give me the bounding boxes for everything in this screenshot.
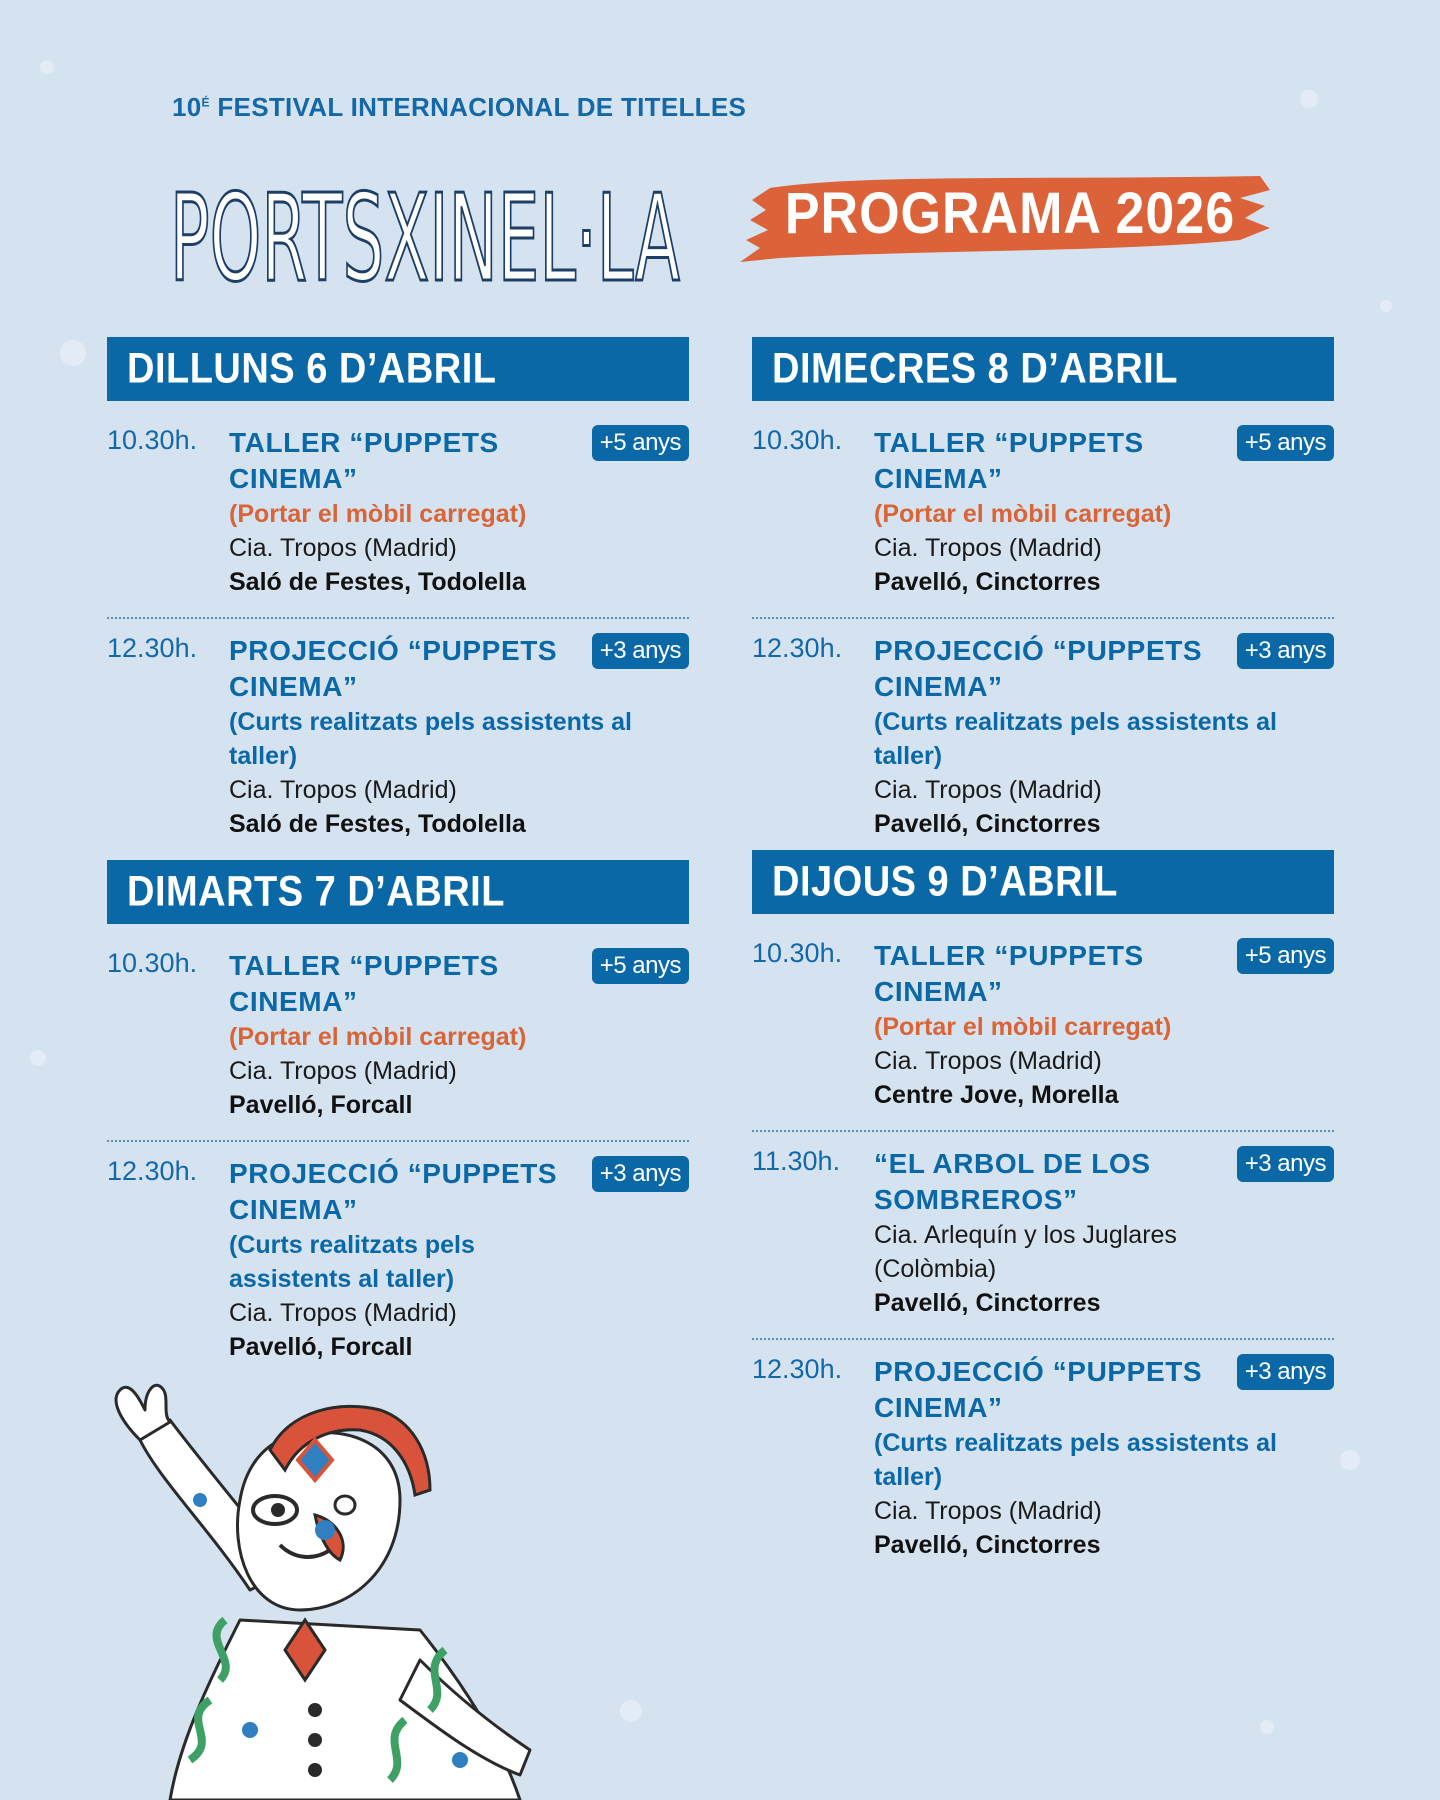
event-title: PROJECCIÓ “PUPPETS CINEMA”: [229, 635, 558, 702]
event-company: Cia. Tropos (Madrid): [229, 1299, 457, 1327]
event-company: Cia. Arlequín y los Juglares (Colòmbia): [874, 1221, 1177, 1283]
event-venue: Pavelló, Forcall: [229, 1091, 413, 1119]
age-badge: +5 anys: [1237, 938, 1334, 974]
day-label: DIMARTS 7 D’ABRIL: [127, 868, 505, 916]
event-title: PROJECCIÓ “PUPPETS CINEMA”: [874, 635, 1203, 702]
event-item: [107, 425, 689, 611]
age-badge: +3 anys: [1237, 633, 1334, 669]
event-venue: Pavelló, Cinctorres: [874, 1289, 1101, 1317]
background-speck: [1260, 1720, 1274, 1734]
event-time: 10.30h.: [107, 425, 198, 455]
event-time: 10.30h.: [752, 938, 843, 968]
age-badge: +3 anys: [592, 633, 689, 669]
event-item: [752, 425, 1334, 611]
festival-name: FESTIVAL INTERNACIONAL DE TITELLES: [217, 92, 747, 122]
day-label: DILLUNS 6 D’ABRIL: [127, 345, 497, 393]
event-note: (Portar el mòbil carregat): [229, 1023, 527, 1051]
background-speck: [1340, 1450, 1360, 1470]
edition-number: 10: [172, 92, 202, 122]
event-company: Cia. Tropos (Madrid): [229, 776, 457, 804]
event-note: (Curts realitzats pels assistents al taller): [229, 708, 632, 770]
background-speck: [60, 340, 86, 366]
age-badge: +3 anys: [1237, 1354, 1334, 1390]
event-note: (Curts realitzats pels assistents al taller): [874, 1429, 1277, 1491]
day-header: [107, 860, 689, 924]
day-header: [752, 337, 1334, 401]
event-venue: Pavelló, Cinctorres: [874, 810, 1101, 838]
event-company: Cia. Tropos (Madrid): [874, 1047, 1102, 1075]
event-company: Cia. Tropos (Madrid): [874, 534, 1102, 562]
day-section: [752, 337, 1334, 853]
event-venue: Saló de Festes, Todolella: [229, 568, 526, 596]
edition-suffix: É: [201, 95, 210, 110]
event-time: 10.30h.: [107, 948, 198, 978]
event-company: Cia. Tropos (Madrid): [874, 776, 1102, 804]
event-venue: Saló de Festes, Todolella: [229, 810, 526, 838]
event-time: 12.30h.: [752, 633, 843, 663]
day-section: [107, 860, 689, 1376]
event-title: TALLER “PUPPETS CINEMA”: [874, 940, 1144, 1007]
event-note: (Curts realitzats pels assistents al taller): [229, 1231, 475, 1293]
age-badge: +3 anys: [1237, 1146, 1334, 1182]
background-speck: [40, 60, 54, 74]
event-list: [107, 425, 689, 853]
event-title: PROJECCIÓ “PUPPETS CINEMA”: [874, 1356, 1203, 1423]
age-badge: +3 anys: [592, 1156, 689, 1192]
event-time: 11.30h.: [752, 1146, 841, 1176]
event-time: 12.30h.: [107, 1156, 198, 1186]
event-item: [107, 617, 689, 853]
event-time: 12.30h.: [752, 1354, 843, 1384]
age-badge: +5 anys: [1237, 425, 1334, 461]
event-note: (Curts realitzats pels assistents al taller): [874, 708, 1277, 770]
background-speck: [1300, 90, 1318, 108]
day-header: [752, 850, 1334, 914]
age-badge: +5 anys: [592, 425, 689, 461]
age-badge: +5 anys: [592, 948, 689, 984]
event-item: [107, 948, 689, 1134]
festival-subtitle: [172, 92, 746, 123]
event-item: [752, 1338, 1334, 1574]
event-item: [107, 1140, 689, 1376]
day-label: DIJOUS 9 D’ABRIL: [772, 858, 1118, 906]
event-item: [752, 938, 1334, 1124]
programa-title: PROGRAMA 2026: [784, 181, 1236, 247]
background-speck: [1380, 300, 1392, 312]
day-header: [107, 337, 689, 401]
event-venue: Pavelló, Forcall: [229, 1333, 413, 1361]
event-list: [752, 425, 1334, 853]
logo-text: PORTSXINEL·LA: [170, 170, 680, 309]
event-list: [107, 948, 689, 1376]
event-title: PROJECCIÓ “PUPPETS CINEMA”: [229, 1158, 558, 1225]
event-venue: Pavelló, Cinctorres: [874, 568, 1101, 596]
event-company: Cia. Tropos (Madrid): [229, 1057, 457, 1085]
event-venue: Pavelló, Cinctorres: [874, 1531, 1101, 1559]
background-speck: [30, 1050, 46, 1066]
event-company: Cia. Tropos (Madrid): [874, 1497, 1102, 1525]
event-note: (Portar el mòbil carregat): [229, 500, 527, 528]
event-company: Cia. Tropos (Madrid): [229, 534, 457, 562]
event-item: [752, 1130, 1334, 1332]
event-note: (Portar el mòbil carregat): [874, 1013, 1172, 1041]
event-item: [752, 617, 1334, 853]
event-list: [752, 938, 1334, 1574]
event-title: “EL ARBOL DE LOS SOMBREROS”: [874, 1148, 1151, 1215]
portsxinella-logo: [170, 130, 690, 310]
day-section: [752, 850, 1334, 1574]
event-venue: Centre Jove, Morella: [874, 1081, 1119, 1109]
day-section: [107, 337, 689, 853]
event-title: TALLER “PUPPETS CINEMA”: [229, 950, 499, 1017]
event-time: 10.30h.: [752, 425, 843, 455]
background-speck: [620, 1700, 642, 1722]
puppet-illustration: [100, 1380, 570, 1800]
day-label: DIMECRES 8 D’ABRIL: [772, 345, 1178, 393]
event-title: TALLER “PUPPETS CINEMA”: [874, 427, 1144, 494]
event-time: 12.30h.: [107, 633, 198, 663]
event-title: TALLER “PUPPETS CINEMA”: [229, 427, 499, 494]
event-note: (Portar el mòbil carregat): [874, 500, 1172, 528]
